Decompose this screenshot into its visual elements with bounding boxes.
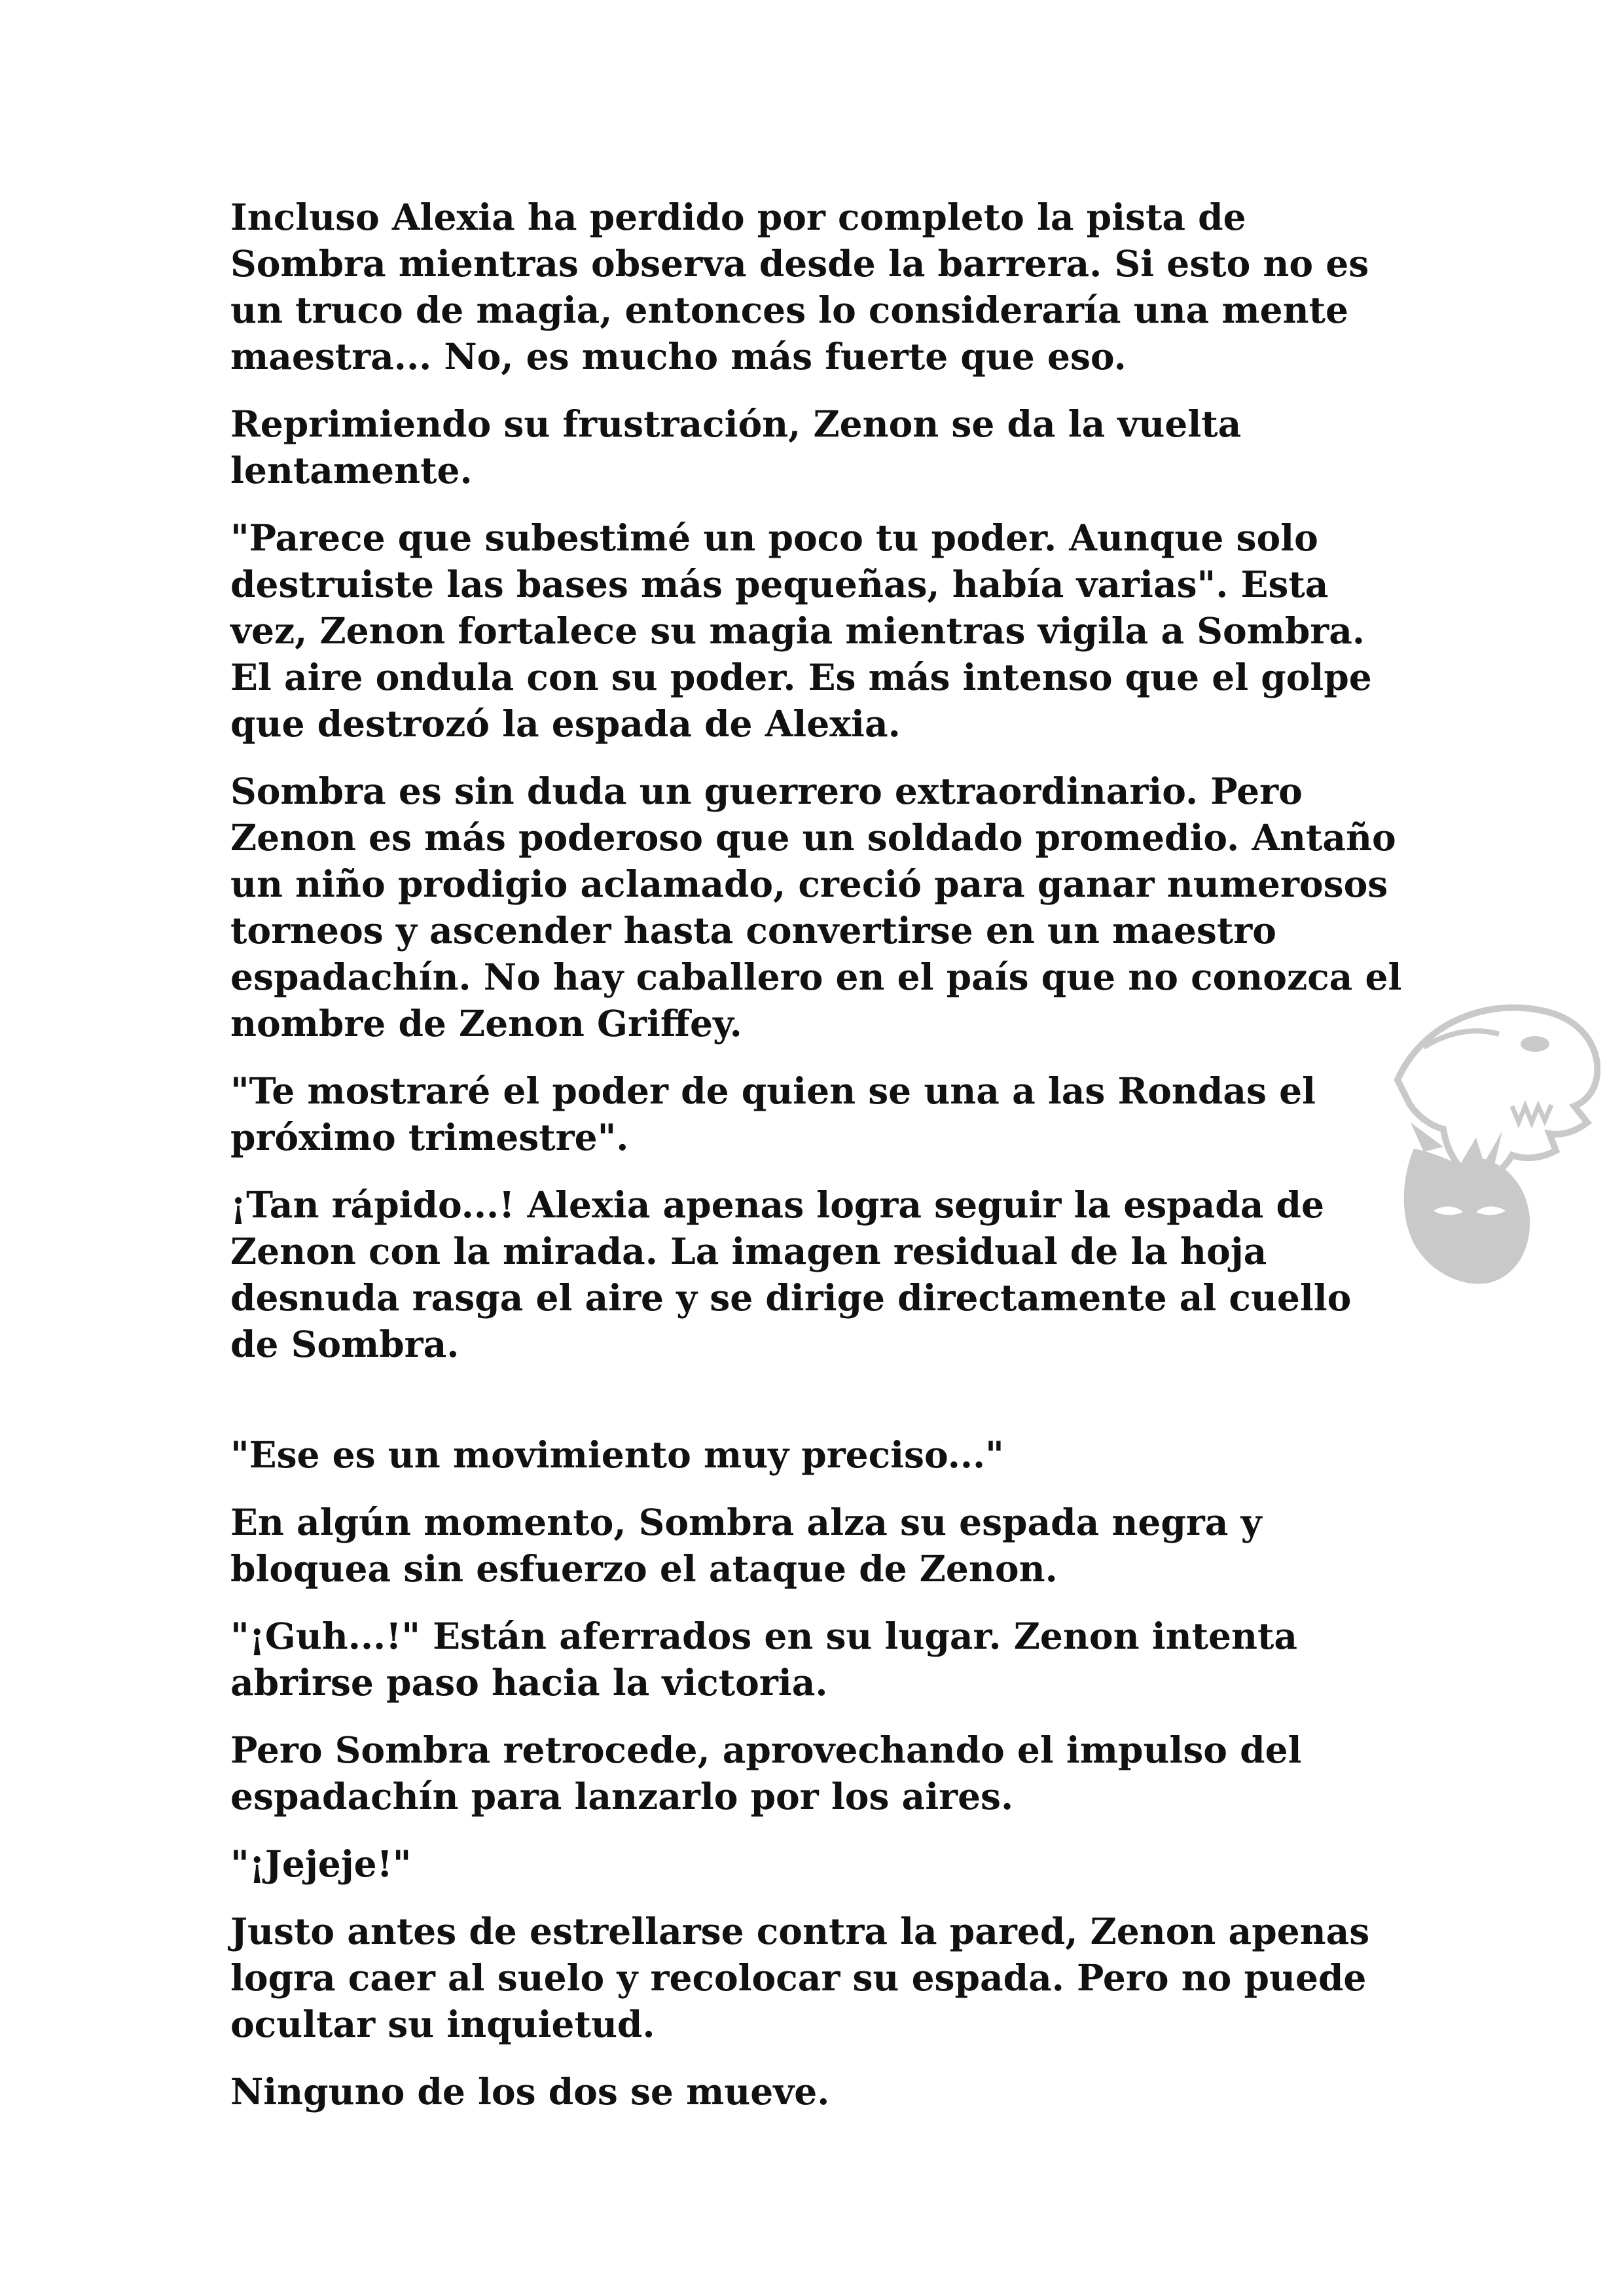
paragraph: Sombra es sin duda un guerrero extraordinario. Pero Zenon es más poderoso que un soldado promedio. Antaño un niño prodigio aclamado, creció para ganar numerosos torneos y ascender hasta convertirse en un maestro espadachín. No hay caballero en el país que no conozca el nombre de Zenon Griffey. <box>230 770 1402 1045</box>
paragraph: "Ese es un movimiento muy preciso..." <box>230 1433 1004 1476</box>
paragraph: Reprimiendo su frustración, Zenon se da la vuelta lentamente. <box>230 403 1242 492</box>
paragraph: Ninguno de los dos se mueve. <box>230 2070 830 2113</box>
paragraph: "Parece que subestimé un poco tu poder. Aunque solo destruiste las bases más pequeñas, había varias". Esta vez, Zenon fortalece su magia mientras vigila a Sombra. El aire ondula con su poder. Es más intenso que el golpe que destrozó la espada de Alexia. <box>230 516 1372 745</box>
paragraph: En algún momento, Sombra alza su espada negra y bloquea sin esfuerzo el ataque de Zenon. <box>230 1501 1262 1590</box>
paragraph: "Te mostraré el poder de quien se una a las Rondas el próximo trimestre". <box>230 1069 1316 1158</box>
dinosaur-head-logo-icon <box>1378 975 1600 1289</box>
document-body <box>230 194 1409 2136</box>
paragraph: ¡Tan rápido...! Alexia apenas logra seguir la espada de Zenon con la mirada. La imagen residual de la hoja desnuda rasga el aire y se dirige directamente al cuello de Sombra. <box>230 1183 1352 1365</box>
paragraph: "¡Jejeje!" <box>230 1842 412 1885</box>
paragraph: Incluso Alexia ha perdido por completo la pista de Sombra mientras observa desde la barrera. Si esto no es un truco de magia, entonces lo consideraría una mente maestra... No, es mucho más fuerte que eso. <box>230 196 1369 378</box>
paragraph: Justo antes de estrellarse contra la pared, Zenon apenas logra caer al suelo y recolocar su espada. Pero no puede ocultar su inquietud. <box>230 1910 1370 2045</box>
paragraph: "¡Guh...!" Están aferrados en su lugar. Zenon intenta abrirse paso hacia la victoria. <box>230 1615 1298 1704</box>
paragraph: Pero Sombra retrocede, aprovechando el impulso del espadachín para lanzarlo por los aires. <box>230 1729 1302 1818</box>
